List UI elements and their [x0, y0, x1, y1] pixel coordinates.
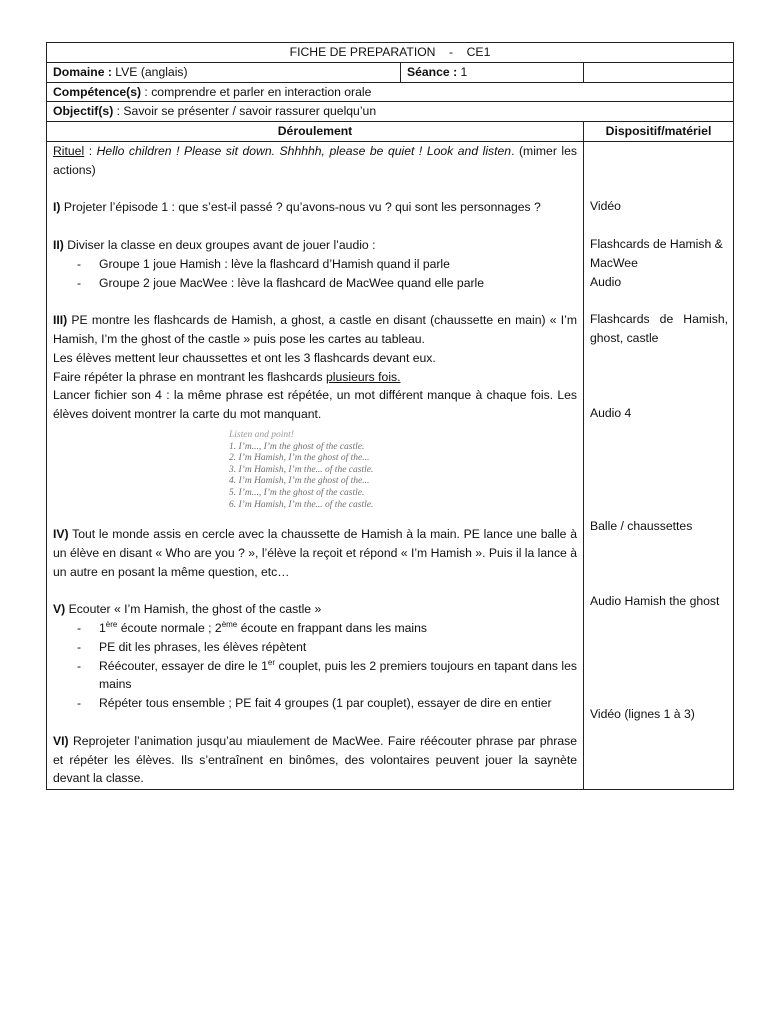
material-audio-hamish: Audio Hamish the ghost — [590, 593, 720, 608]
rituel-quote: Hello children ! Please sit down. Shhhhh, please be quiet ! Look and listen — [96, 143, 512, 158]
material-video-lignes: Vidéo (lignes 1 à 3) — [590, 706, 695, 721]
domaine-filler — [584, 62, 734, 82]
s5-i3-a: Réécouter, essayer de dire le 1 — [99, 658, 268, 673]
objectif-cell — [47, 102, 734, 122]
s5-text: Ecouter « I’m Hamish, the ghost of the castle » — [65, 602, 322, 617]
s5-i1-c: écoute en frappant dans les mains — [237, 621, 427, 636]
s6-text: Reprojeter l’animation jusqu’au miaulement de MacWee. Faire réécouter phrase par phrase et répéter les élèves. Ils s’entraînent en binômes, des volontaires peuvent jouer la saynète devant la classe. — [53, 733, 577, 786]
s3-line3-underlined: plusieurs fois. — [326, 369, 401, 384]
section-2 — [53, 236, 577, 255]
section-1 — [53, 198, 577, 217]
section-4 — [53, 525, 577, 581]
s5-i1-b: écoute normale ; 2 — [117, 621, 222, 636]
domaine-value: LVE (anglais) — [111, 64, 188, 79]
s5-i3-b: couplet, puis les 2 premiers toujours en tapant dans les mains — [99, 658, 577, 692]
list-item: - Groupe 2 joue MacWee : lève la flashcard de MacWee quand elle parle — [53, 274, 577, 293]
material-video: Vidéo — [590, 198, 621, 213]
s2-list — [53, 255, 577, 293]
exercise-line: 3. I’m Hamish, I’m the... of the castle. — [229, 464, 374, 475]
list-item — [53, 657, 577, 695]
domaine-label: Domaine : — [53, 64, 112, 79]
section-6 — [53, 732, 577, 788]
material-audio: Audio — [590, 274, 622, 289]
list-item — [53, 619, 577, 638]
s3-line4: Lancer fichier son 4 : la même phrase est répétée, un mot différent manque à chaque fois. Les élèves doivent montrer la carte du mot manquant. — [53, 388, 577, 422]
exercise-line: 1. I’m..., I’m the ghost of the castle. — [229, 441, 365, 452]
material-balle: Balle / chaussettes — [590, 518, 693, 533]
exercise-line: 2. I’m Hamish, I’m the ghost of the... — [229, 453, 370, 464]
dispositif-cell — [584, 141, 734, 789]
material-flashcards-2: Flashcards de Hamish, ghost, castle — [590, 311, 728, 345]
s5-list — [53, 619, 577, 713]
deroulement-cell — [47, 141, 584, 789]
s2-text: Diviser la classe en deux groupes avant de jouer l’audio : — [63, 237, 376, 252]
list-item: - Répéter tous ensemble ; PE fait 4 groupes (1 par couplet), essayer de dire en entier — [53, 694, 577, 713]
s6-label: VI) — [53, 733, 69, 748]
col-dispositif: Dispositif/matériel — [584, 122, 734, 142]
lesson-plan-table — [46, 42, 734, 790]
exercise-line: 4. I’m Hamish, I’m the ghost of the... — [229, 476, 370, 487]
exercise-line: 6. I’m Hamish, I’m the... of the castle. — [229, 499, 374, 510]
s4-label: IV) — [53, 527, 69, 542]
s1-text: Projeter l’épisode 1 : que s’est-il passé ? qu’avons-nous vu ? qui sont les personnages ? — [60, 200, 541, 215]
content-row — [47, 141, 734, 789]
s5-i3-sup: er — [267, 657, 276, 667]
domaine-row — [47, 62, 734, 82]
s1-label: I) — [53, 200, 61, 215]
domaine-cell — [47, 62, 584, 82]
domaine-box — [47, 63, 401, 82]
competence-label: Compétence(s) — [53, 84, 142, 99]
s3-label: III) — [53, 313, 68, 328]
s5-i1-a: 1 — [99, 621, 106, 636]
section-3 — [53, 311, 577, 349]
s3-line3 — [53, 368, 577, 387]
material-flashcards-1: Flashcards de Hamish & MacWee — [590, 236, 723, 270]
objectif-label: Objectif(s) — [53, 104, 114, 119]
objectif-value: : Savoir se présenter / savoir rassurer quelqu’un — [113, 104, 377, 119]
seance-value: 1 — [457, 64, 468, 79]
rituel-label: Rituel — [53, 143, 85, 158]
seance-box — [401, 63, 473, 82]
competence-row — [47, 82, 734, 102]
exercise-line: 5. I’m..., I’m the ghost of the castle. — [229, 487, 365, 498]
rituel-sep: : — [84, 143, 97, 158]
sheet-title — [47, 43, 734, 63]
objectif-row — [47, 102, 734, 122]
competence-value: : comprendre et parler en interaction orale — [141, 84, 372, 99]
sheet-title-text: FICHE DE PREPARATION - CE1 — [289, 45, 491, 59]
s2-label: II) — [53, 237, 64, 252]
list-item: - Groupe 1 joue Hamish : lève la flashcard d’Hamish quand il parle — [53, 255, 577, 274]
s5-i1-sup2: ème — [221, 620, 238, 630]
col-deroulement: Déroulement — [47, 122, 584, 142]
s5-label: V) — [53, 602, 66, 617]
s3-line2: Les élèves mettent leur chaussettes et ont les 3 flashcards devant eux. — [53, 350, 436, 365]
material-audio-4: Audio 4 — [590, 405, 632, 420]
title-row — [47, 43, 734, 63]
s5-i1-sup: ère — [105, 620, 118, 630]
s3-line3-text: Faire répéter la phrase en montrant les flashcards — [53, 369, 326, 384]
seance-label: Séance : — [407, 64, 458, 79]
s3-text: PE montre les flashcards de Hamish, a ghost, a castle en disant (chaussette en main) « I’m Hamish, I’m the ghost of the castle » puis pose les cartes au tableau. — [53, 313, 577, 346]
rituel-rest: . (mimer les actions) — [53, 143, 577, 177]
rituel-paragraph — [53, 142, 577, 180]
list-item: - PE dit les phrases, les élèves répètent — [53, 638, 577, 657]
section-5 — [53, 600, 577, 619]
competence-cell — [47, 82, 734, 102]
s4-text: Tout le monde assis en cercle avec la chaussette de Hamish à la main. PE lance une balle à un élève en disant « Who are you ? », l’élève la reçoit et répond « I’m Hamish ». Puis il la lance à un autre en posant la même question, etc… — [53, 527, 577, 579]
column-header-row — [47, 122, 734, 142]
exercise-image — [229, 430, 397, 511]
exercise-heading: Listen and point! — [229, 429, 294, 440]
